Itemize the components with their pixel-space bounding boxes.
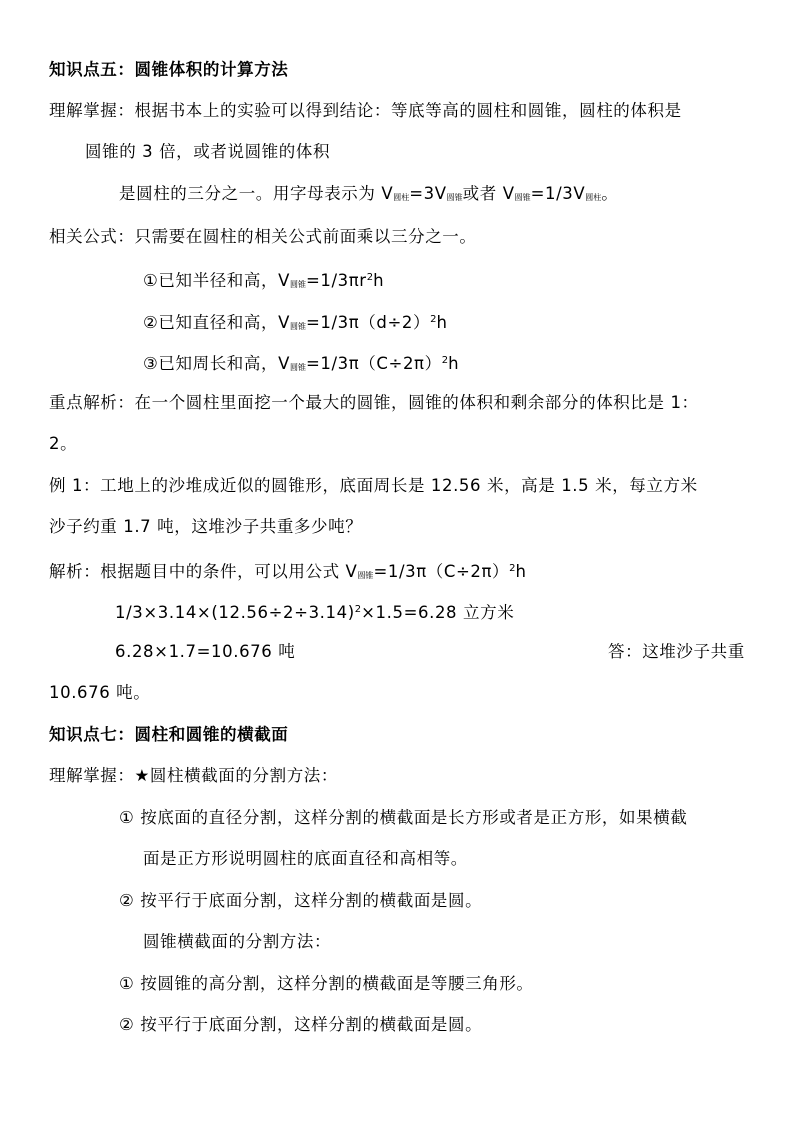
- calc-line-1: [115, 600, 514, 623]
- cylinder-method-2: ② 按平行于底面分割，这样分割的横截面是圆。: [119, 891, 483, 910]
- superscript-2: 2: [366, 272, 374, 283]
- kp5-understand-line-2: 圆锥的 3 倍，或者说圆锥的体积: [85, 142, 331, 161]
- kp5-formula-intro: 相关公式：只需要在圆柱的相关公式前面乘以三分之一。: [49, 227, 477, 246]
- subscript-cone: 圆锥: [357, 571, 374, 580]
- key-analysis-line-2: 2。: [49, 434, 78, 453]
- text-segment: =1/3π（d÷2）: [305, 313, 431, 332]
- text-segment: 。: [601, 184, 619, 203]
- formula-3: [143, 351, 459, 378]
- cone-method-2: ② 按平行于底面分割，这样分割的横截面是圆。: [119, 1015, 483, 1034]
- kp5-title: 知识点五：圆锥体积的计算方法: [49, 60, 289, 79]
- subscript-cylinder: 圆柱: [393, 193, 410, 202]
- cone-method-1: ① 按圆锥的高分割，这样分割的横截面是等腰三角形。: [119, 974, 534, 993]
- subscript-cylinder: 圆柱: [585, 193, 602, 202]
- cone-methods-title: 圆锥横截面的分割方法：: [143, 932, 332, 951]
- key-analysis-line-1: 重点解析：在一个圆柱里面挖一个最大的圆锥，圆锥的体积和剩余部分的体积比是 1：: [49, 393, 699, 412]
- superscript-2: 2: [430, 314, 437, 325]
- text-segment: 解析：根据题目中的条件，可以用公式 V: [49, 562, 358, 581]
- text-segment: 或者 V: [462, 184, 515, 203]
- kp7-title: 知识点七：圆柱和圆锥的横截面: [49, 725, 289, 744]
- example-1-line-1: 例 1：工地上的沙堆成近似的圆锥形，底面周长是 12.56 米，高是 1.5 米，每立方米: [49, 476, 698, 495]
- text-segment: ×1.5=6.28 立方米: [361, 603, 515, 622]
- text-segment: =1/3V: [530, 184, 586, 203]
- solution-line: [49, 559, 527, 586]
- kp5-understand-line-1: 理解掌握：根据书本上的实验可以得到结论：等底等高的圆柱和圆锥，圆柱的体积是: [49, 101, 682, 120]
- text-segment: h: [448, 354, 460, 373]
- subscript-cone: 圆锥: [446, 193, 463, 202]
- superscript-2: 2: [354, 604, 362, 615]
- text-segment: =1/3π（C÷2π）: [305, 354, 442, 373]
- example-1-line-2: 沙子约重 1.7 吨，这堆沙子共重多少吨？: [49, 517, 363, 536]
- text-segment: =1/3πr: [305, 271, 367, 290]
- text-segment: ②已知直径和高，V: [143, 313, 290, 332]
- text-segment: ③已知周长和高，V: [143, 354, 290, 373]
- calc-line-2: 6.28×1.7=10.676 吨: [115, 642, 296, 661]
- kp7-understand: 理解掌握：★圆柱横截面的分割方法：: [49, 766, 338, 785]
- superscript-2: 2: [509, 563, 516, 574]
- text-segment: h: [373, 271, 385, 290]
- text-segment: ①已知半径和高，V: [143, 271, 290, 290]
- text-segment: =3V: [409, 184, 447, 203]
- cylinder-method-1-line-2: 面是正方形说明圆柱的底面直径和高相等。: [143, 849, 468, 868]
- subscript-cone: 圆锥: [289, 363, 306, 372]
- text-segment: h: [436, 313, 448, 332]
- subscript-cone: 圆锥: [514, 193, 531, 202]
- subscript-cone: 圆锥: [289, 322, 306, 331]
- cylinder-method-1-line-1: ① 按底面的直径分割，这样分割的横截面是长方形或者是正方形，如果横截: [119, 808, 688, 827]
- formula-1: [143, 268, 384, 295]
- text-segment: 是圆柱的三分之一。用字母表示为 V: [119, 184, 394, 203]
- kp5-understand-line-3: [119, 184, 618, 208]
- superscript-2: 2: [441, 355, 449, 366]
- text-segment: =1/3π（C÷2π）: [373, 562, 510, 581]
- text-segment: 1/3×3.14×(12.56÷2÷3.14): [115, 603, 355, 622]
- answer-line-1: 答：这堆沙子共重: [608, 642, 745, 661]
- subscript-cone: 圆锥: [289, 280, 306, 289]
- text-segment: h: [515, 562, 527, 581]
- formula-2: [143, 310, 448, 337]
- answer-line-2: 10.676 吨。: [49, 683, 151, 702]
